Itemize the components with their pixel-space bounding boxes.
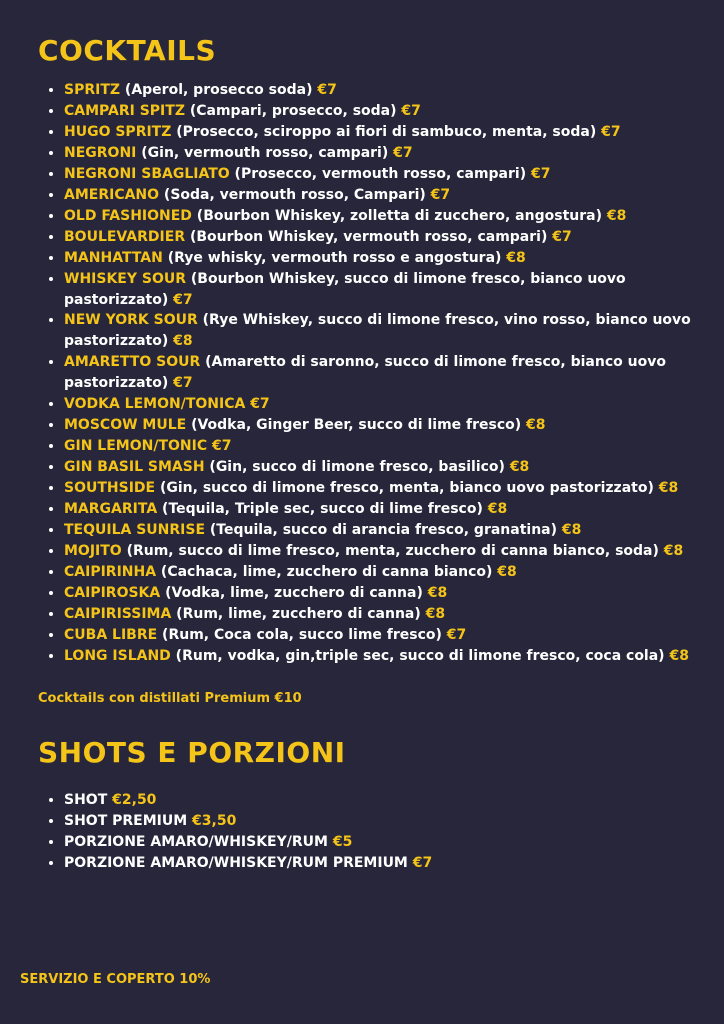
item-description: (Soda, vermouth rosso, Campari) [159,186,431,203]
list-item [64,122,724,143]
item-description: (Prosecco, sciroppo ai fiori di sambuco, menta, soda) [171,123,602,140]
item-name: MOJITO [64,542,122,559]
item-description: (Gin, vermouth rosso, campari) [136,144,394,161]
list-item [64,185,724,206]
item-price: €7 [412,854,433,871]
service-note: SERVIZIO E COPERTO 10% [20,972,211,987]
list-item [64,164,724,185]
list-item [64,436,724,457]
list-item [64,415,724,436]
item-name: CAIPIROSKA [64,584,161,601]
item-name: CAIPIRISSIMA [64,605,172,622]
item-name: SPRITZ [64,82,121,98]
item-price: €8 [526,417,546,434]
item-price: €8 [561,522,582,539]
list-item [64,832,724,853]
item-price: €8 [606,207,627,224]
list-item [64,206,724,227]
item-name: PORZIONE AMARO/WHISKEY/RUM [64,833,328,850]
list-item [64,478,724,499]
item-description: (Vodka, Ginger Beer, succo di lime fresco) [186,417,527,434]
item-description: (Rum, lime, zucchero di canna) [171,605,426,622]
item-name: WHISKEY SOUR [64,270,187,287]
item-price: €2,50 [112,792,157,808]
item-name: SHOT PREMIUM [64,812,188,829]
item-name: NEW YORK SOUR [64,312,198,329]
item-description: (Bourbon Whiskey, zolletta di zucchero, angostura) [191,207,607,224]
item-name: AMARETTO SOUR [64,354,201,371]
premium-note: Cocktails con distillati Premium €10 [38,691,302,706]
item-price: €7 [430,186,451,203]
item-price: €8 [425,605,446,622]
item-name: SHOT [64,792,108,808]
item-price: €8 [427,584,448,601]
item-name: MARGARITA [64,501,158,518]
item-name: MANHATTAN [64,249,163,266]
item-description: (Rum, vodka, gin,triple sec, succo di limone fresco, coca cola) [170,647,670,664]
list-item [64,352,724,394]
shots-list [44,790,724,874]
item-name: CAMPARI SPITZ [64,102,185,119]
item-name: MOSCOW MULE [64,417,187,434]
list-item [64,227,724,248]
list-item [64,101,724,122]
item-price: €8 [487,501,508,518]
list-item [64,853,724,874]
item-price: €7 [552,228,572,245]
list-item [64,80,724,101]
item-price: €8 [658,480,679,497]
item-description: (Prosecco, vermouth rosso, campari) [229,165,531,182]
item-description: (Campari, prosecco, soda) [184,102,402,119]
item-description: (Amaretto di saronno, succo di limone fresco, bianco uovo pastorizzato) [64,354,666,392]
list-item [64,520,724,541]
item-name: HUGO SPRITZ [64,123,172,140]
item-name: TEQUILA SUNRISE [64,522,206,539]
item-price: €8 [663,542,684,559]
item-name: BOULEVARDIER [64,228,186,245]
item-description: (Rum, Coca cola, succo lime fresco) [157,626,447,643]
list-item [64,394,724,415]
item-description: (Vodka, lime, zucchero di canna) [160,584,428,601]
item-price: €8 [173,333,193,350]
item-price: €7 [530,165,551,182]
item-description: (Tequila, Triple sec, succo di lime fresco) [157,501,488,518]
cocktails-heading: COCKTAILS [38,34,217,67]
item-price: €8 [669,647,689,664]
list-item [64,541,724,562]
list-item [64,499,724,520]
shots-heading: SHOTS E PORZIONI [38,736,346,769]
item-name: LONG ISLAND [64,647,171,664]
list-item [64,248,724,269]
item-price: €7 [173,375,193,392]
item-name: AMERICANO [64,186,160,203]
item-description: (Rye Whiskey, succo di limone fresco, vino rosso, bianco uovo pastorizzato) [64,312,691,350]
item-name: CUBA LIBRE [64,626,158,643]
item-price: €8 [509,459,530,476]
list-item [64,143,724,164]
item-price: €7 [250,396,270,413]
list-item [64,604,724,625]
item-description: (Tequila, succo di arancia fresco, granatina) [205,522,562,539]
item-name: NEGRONI SBAGLIATO [64,165,230,182]
list-item [64,625,724,646]
list-item [64,811,724,832]
item-name: GIN LEMON/TONIC [64,438,208,455]
item-name: NEGRONI [64,144,137,161]
item-price: €7 [393,144,413,161]
item-price: €7 [211,438,232,455]
item-price: €7 [401,102,421,119]
item-price: €7 [601,123,621,140]
cocktail-list [44,80,724,667]
item-description: (Rye whisky, vermouth rosso e angostura) [162,249,507,266]
item-price: €8 [506,249,526,266]
list-item [64,310,724,352]
item-name: VODKA LEMON/TONICA [64,396,246,413]
list-item [64,790,724,811]
item-name: OLD FASHIONED [64,207,192,224]
item-price: €7 [173,291,193,308]
item-price: €7 [317,82,337,98]
list-item [64,583,724,604]
list-item [64,269,724,311]
item-description: (Gin, succo di limone fresco, basilico) [204,459,510,476]
item-description: (Gin, succo di limone fresco, menta, bianco uovo pastorizzato) [155,480,659,497]
item-description: (Aperol, prosecco soda) [120,82,318,98]
item-description: (Rum, succo di lime fresco, menta, zucchero di canna bianco, soda) [121,542,664,559]
list-item [64,646,724,667]
item-description: (Bourbon Whiskey, succo di limone fresco, bianco uovo pastorizzato) [64,270,626,308]
item-price: €5 [332,833,353,850]
list-item [64,562,724,583]
item-price: €8 [497,563,517,580]
item-name: GIN BASIL SMASH [64,459,205,476]
item-price: €3,50 [192,812,237,829]
list-item [64,457,724,478]
item-price: €7 [446,626,467,643]
item-description: (Bourbon Whiskey, vermouth rosso, campari) [185,228,553,245]
item-name: PORZIONE AMARO/WHISKEY/RUM PREMIUM [64,854,408,871]
item-name: SOUTHSIDE [64,480,156,497]
item-description: (Cachaca, lime, zucchero di canna bianco) [156,563,498,580]
item-name: CAIPIRINHA [64,563,157,580]
